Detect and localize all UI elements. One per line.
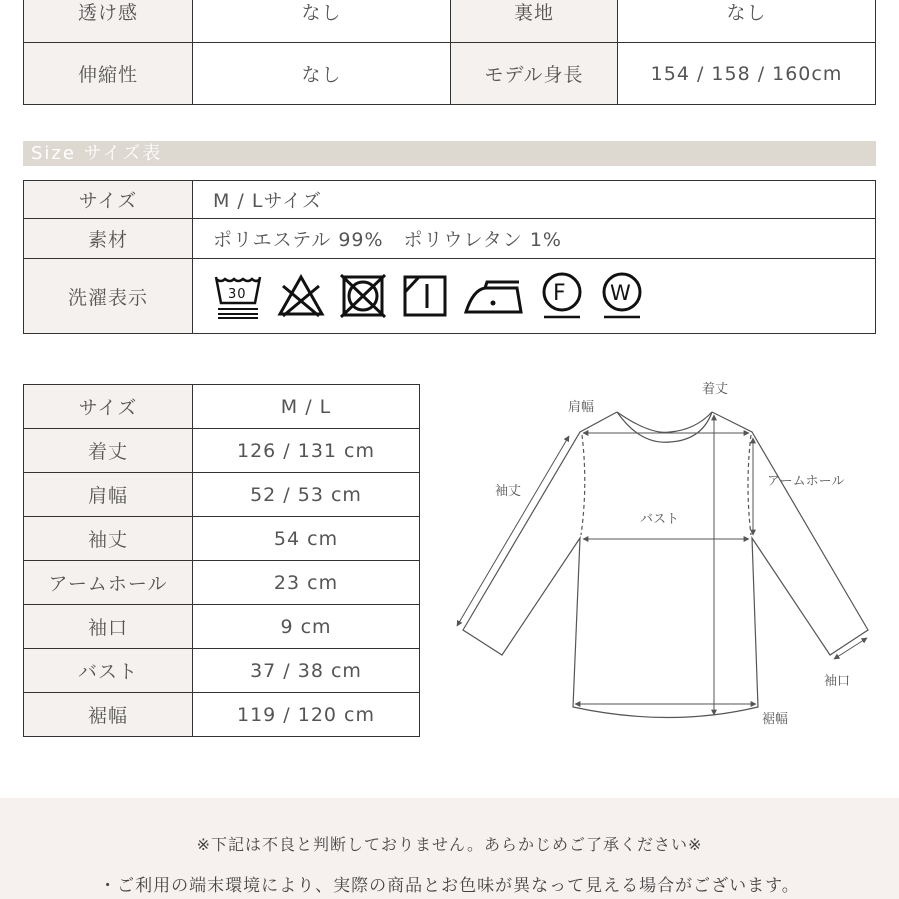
garment-diagram	[440, 370, 899, 740]
table-row	[24, 473, 420, 517]
value-cell: なし	[193, 43, 451, 105]
measurement-table	[23, 384, 420, 737]
diagram-label-length: 着丈	[702, 382, 729, 397]
value-cell: なし	[618, 0, 876, 43]
diagram-label-cuff: 袖口	[824, 674, 851, 689]
table-row	[24, 43, 876, 105]
measure-label: アームホール	[24, 561, 193, 605]
notice-section	[0, 798, 899, 899]
label-cell: 裏地	[451, 0, 618, 43]
dry-clean-f-icon	[539, 272, 585, 320]
table-row	[24, 429, 420, 473]
no-tumble-dry-icon	[339, 274, 387, 318]
label-cell: 素材	[24, 219, 193, 259]
measure-value: 9 cm	[193, 605, 420, 649]
measure-label: 袖丈	[24, 517, 193, 561]
table-row	[24, 693, 420, 737]
value-cell: なし	[193, 0, 451, 43]
table-row	[24, 181, 876, 219]
notice-line: ・ご利用の端末環境により、実際の商品とお色味が異なって見える場合がございます。	[99, 876, 800, 896]
wet-clean-w-icon	[599, 272, 645, 320]
value-cell: ポリエステル 99% ポリウレタン 1%	[193, 219, 876, 259]
care-icons-cell	[193, 259, 876, 334]
spec-table	[23, 0, 876, 105]
diagram-label-hem: 裾幅	[762, 712, 789, 727]
value-cell: 154 / 158 / 160cm	[618, 43, 876, 105]
wash-30-icon	[213, 273, 263, 319]
info-table	[23, 180, 876, 334]
diagram-label-sleeve: 袖丈	[495, 484, 522, 499]
measure-value: 52 / 53 cm	[193, 473, 420, 517]
measure-value: 54 cm	[193, 517, 420, 561]
notice-title: ※下記は不良と判断しておりません。あらかじめご了承ください※	[196, 835, 703, 854]
label-cell: 洗濯表示	[24, 259, 193, 334]
table-row	[24, 219, 876, 259]
garment-outline	[463, 412, 868, 718]
measure-value: 23 cm	[193, 561, 420, 605]
table-row	[24, 605, 420, 649]
diagram-label-armhole: アームホール	[767, 474, 845, 489]
table-row	[24, 0, 876, 43]
svg-text:30: 30	[228, 287, 247, 302]
table-row	[24, 385, 420, 429]
measure-label: サイズ	[24, 385, 193, 429]
iron-low-icon	[463, 274, 525, 318]
measure-value: 37 / 38 cm	[193, 649, 420, 693]
table-row	[24, 259, 876, 334]
measurement-arrows	[457, 415, 867, 715]
measure-label: 肩幅	[24, 473, 193, 517]
measure-label: 裾幅	[24, 693, 193, 737]
svg-text:W: W	[610, 281, 632, 305]
measure-label: バスト	[24, 649, 193, 693]
no-bleach-icon	[277, 274, 325, 318]
value-cell: M / Lサイズ	[193, 181, 876, 219]
diagram-label-bust: バスト	[640, 512, 680, 527]
measure-value: M / L	[193, 385, 420, 429]
measure-label: 袖口	[24, 605, 193, 649]
label-cell: 伸縮性	[24, 43, 193, 105]
measure-value: 119 / 120 cm	[193, 693, 420, 737]
label-cell: サイズ	[24, 181, 193, 219]
table-row	[24, 561, 420, 605]
svg-text:F: F	[553, 281, 567, 306]
size-section-header: Size サイズ表	[23, 141, 876, 166]
measure-label: 着丈	[24, 429, 193, 473]
label-cell: モデル身長	[451, 43, 618, 105]
table-row	[24, 649, 420, 693]
label-cell: 透け感	[24, 0, 193, 43]
table-row	[24, 517, 420, 561]
measure-value: 126 / 131 cm	[193, 429, 420, 473]
line-dry-shade-icon	[401, 274, 449, 318]
diagram-label-shoulder: 肩幅	[568, 400, 595, 415]
